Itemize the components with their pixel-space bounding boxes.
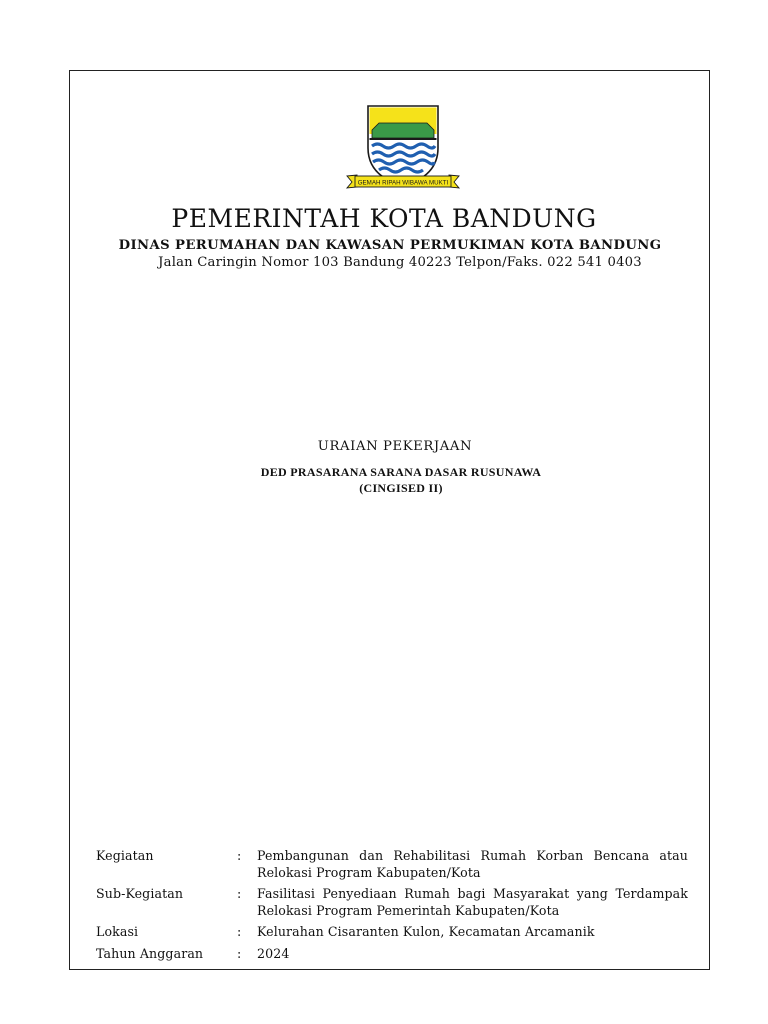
detail-value: Pembangunan dan Rehabilitasi Rumah Korban Bencana atau Relokasi Program Kabupaten/Kota	[257, 848, 688, 880]
document-title-line2: (CINGISED II)	[359, 481, 443, 495]
detail-row-kegiatan	[96, 848, 688, 881]
detail-colon: :	[237, 945, 242, 961]
detail-row-tahun-anggaran	[96, 946, 688, 963]
detail-colon: :	[237, 886, 242, 901]
detail-value: Kelurahan Cisaranten Kulon, Kecamatan Arcamanik	[257, 924, 595, 939]
detail-label: Lokasi	[96, 924, 139, 939]
bandung-emblem-icon	[345, 104, 461, 192]
document-title-line1: DED PRASARANA SARANA DASAR RUSUNAWA	[260, 465, 542, 479]
emblem-motto: GEMAH RIPAH WIBAWA MUKTI	[357, 179, 449, 187]
project-details	[96, 848, 688, 967]
detail-label: Sub-Kegiatan	[96, 886, 184, 901]
org-subtitle: DINAS PERUMAHAN DAN KAWASAN PERMUKIMAN KOTA BANDUNG	[118, 238, 662, 253]
org-title: PEMERINTAH KOTA BANDUNG	[171, 204, 597, 233]
detail-colon: :	[237, 924, 242, 939]
detail-row-lokasi	[96, 924, 688, 941]
org-address: Jalan Caringin Nomor 103 Bandung 40223 Telpon/Faks. 022 541 0403	[158, 255, 642, 270]
document-title	[0, 464, 768, 496]
document-type: URAIAN PEKERJAAN	[317, 439, 473, 454]
detail-colon: :	[237, 848, 242, 863]
detail-label: Tahun Anggaran	[96, 945, 204, 961]
detail-label: Kegiatan	[96, 848, 154, 863]
detail-value: Fasilitasi Penyediaan Rumah bagi Masyarakat yang Terdampak Relokasi Program Pemerintah Kabupaten/Kota	[257, 886, 688, 918]
detail-value: 2024	[257, 945, 290, 961]
detail-row-sub-kegiatan	[96, 886, 688, 919]
